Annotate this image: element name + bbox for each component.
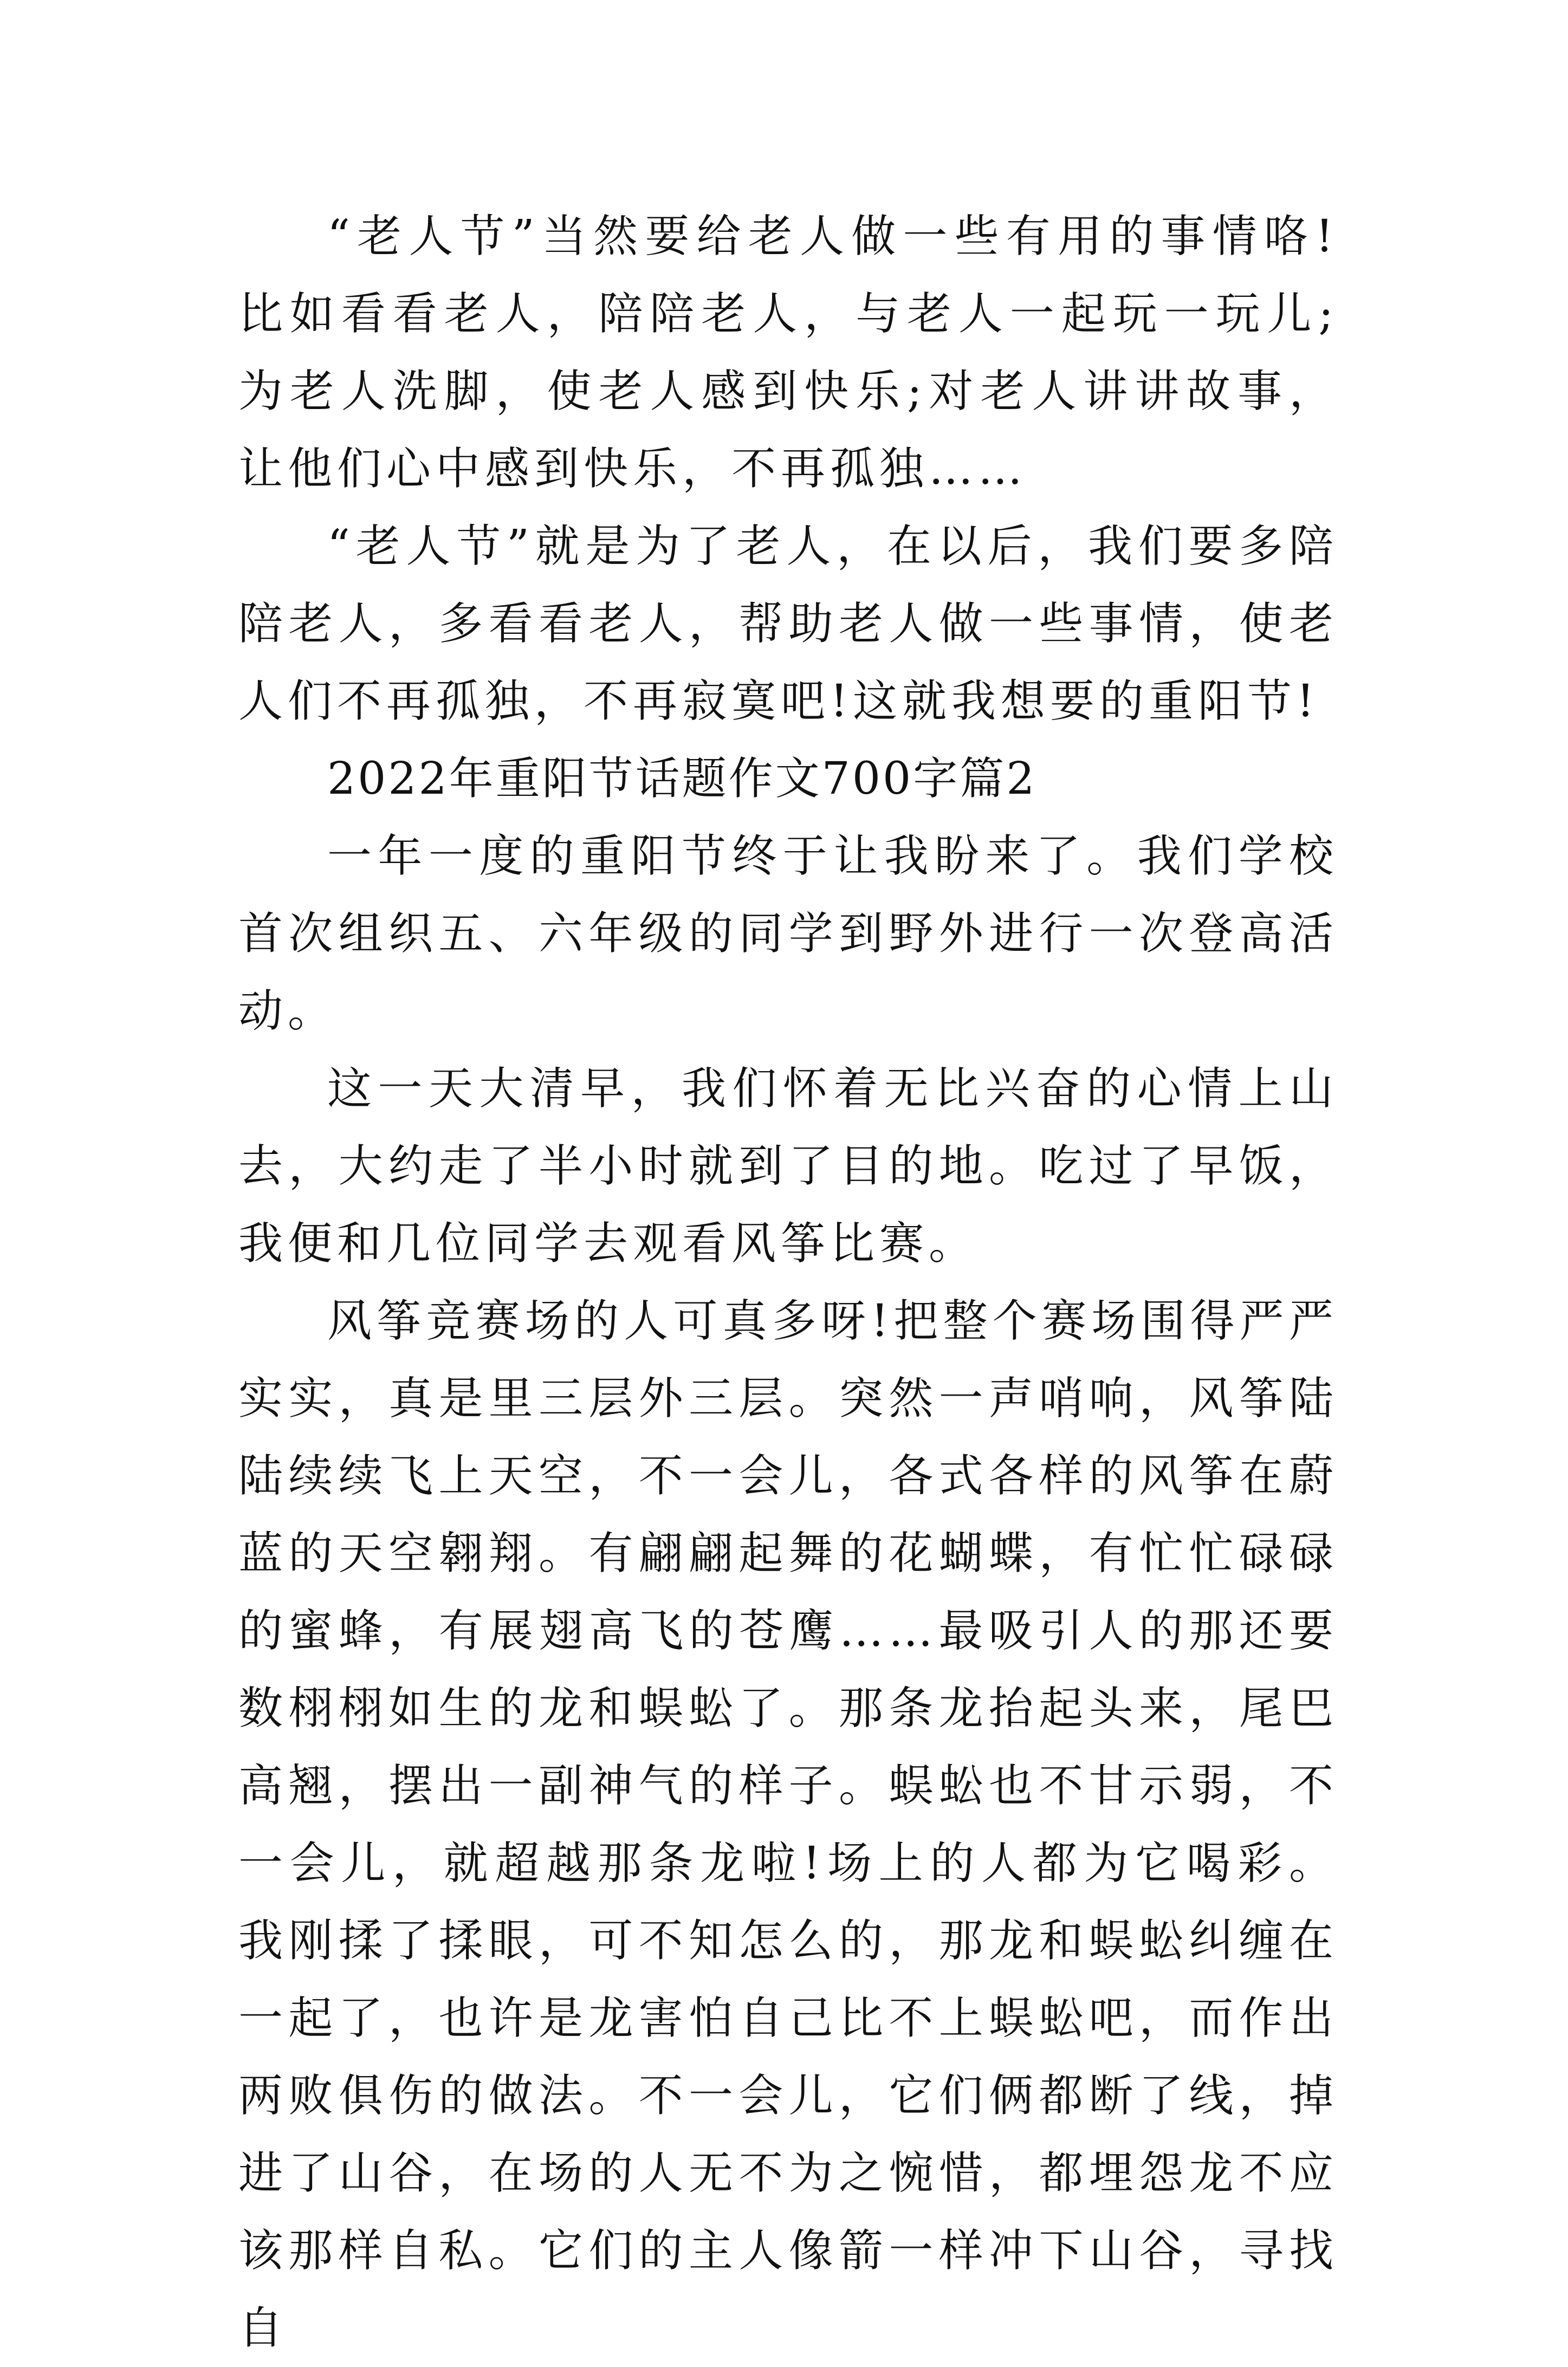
paragraph-1: “老人节”当然要给老人做一些有用的事情咯!比如看看老人，陪陪老人，与老人一起玩一玩儿;为老人洗脚，使老人感到快乐;对老人讲讲故事，让他们心中感到快乐，不再孤独…… <box>238 211 1338 495</box>
paragraph-4: 这一天大清早，我们怀着无比兴奋的心情上山去，大约走了半小时就到了目的地。吃过了早饭，我便和几位同学去观看风筝比赛。 <box>238 1063 1338 1269</box>
document-body <box>238 198 1338 2367</box>
paragraph-3: 一年一度的重阳节终于让我盼来了。我们学校首次组织五、六年级的同学到野外进行一次登高活动。 <box>238 831 1338 1037</box>
paragraph-2: “老人节”就是为了老人，在以后，我们要多陪陪老人，多看看老人，帮助老人做一些事情，使老人们不再孤独，不再寂寞吧!这就我想要的重阳节! <box>238 521 1338 727</box>
paragraph-5: 风筝竞赛场的人可真多呀!把整个赛场围得严严实实，真是里三层外三层。突然一声哨响，风筝陆陆续续飞上天空，不一会儿，各式各样的风筝在蔚蓝的天空翱翔。有翩翩起舞的花蝴蝶，有忙忙碌碌的蜜蜂，有展翅高飞的苍鹰……最吸引人的那还要数栩栩如生的龙和蜈蚣了。那条龙抬起头来，尾巴高翘，摆出一副神气的样子。蜈蚣也不甘示弱，不一会儿，就超越那条龙啦!场上的人都为它喝彩。我刚揉了揉眼，可不知怎么的，那龙和蜈蚣纠缠在一起了，也许是龙害怕自己比不上蜈蚣吧，而作出两败俱伤的做法。不一会儿，它们俩都断了线，掉进了山谷，在场的人无不为之惋惜，都埋怨龙不应该那样自私。它们的主人像箭一样冲下山谷，寻找自 <box>238 1295 1338 2354</box>
section-title: 2022年重阳节话题作文700字篇2 <box>327 753 1037 805</box>
